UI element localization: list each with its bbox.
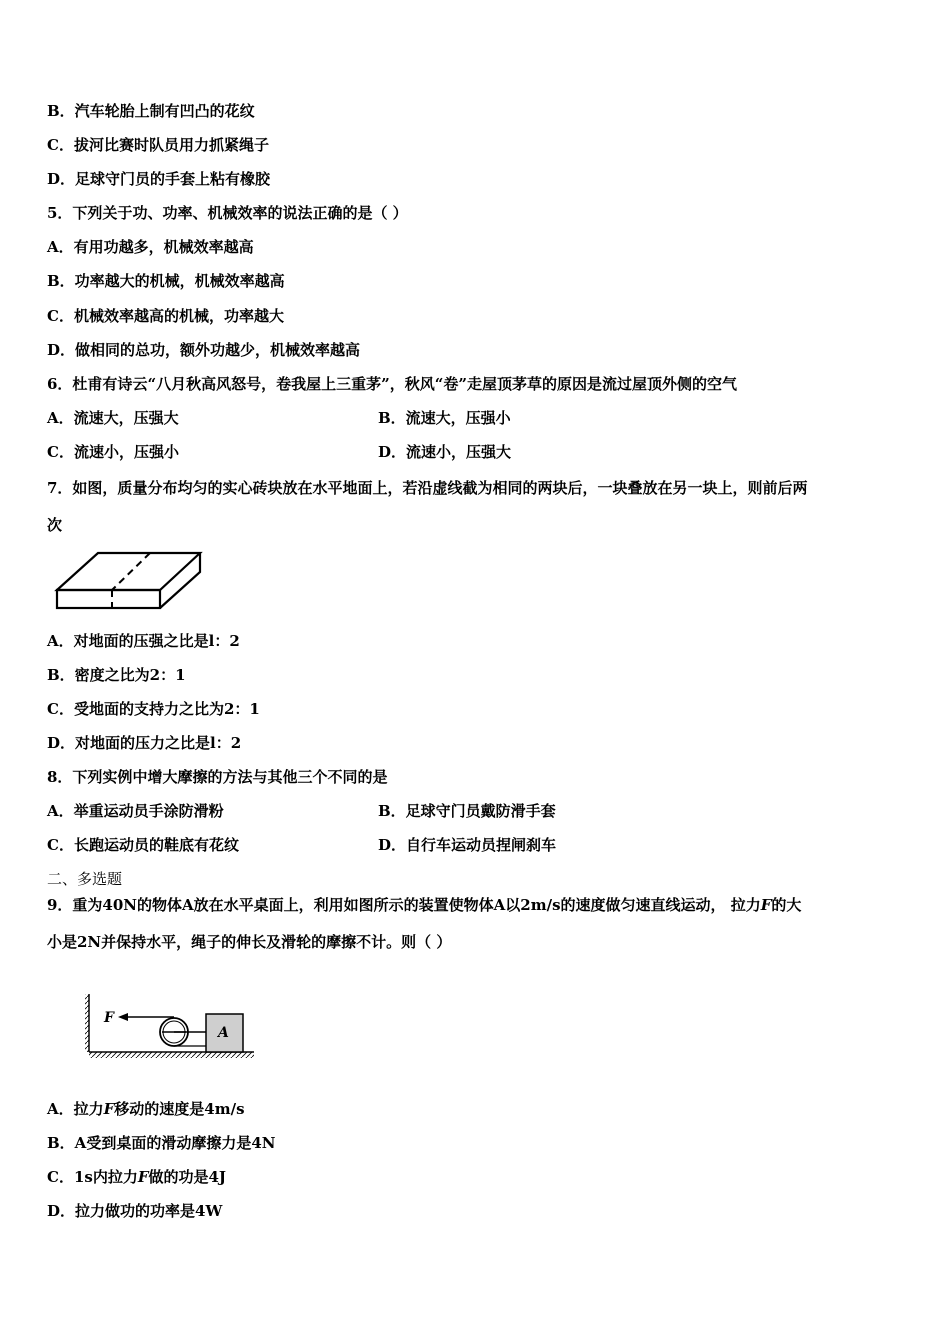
- q9-option-d: D．拉力做功的功率是4W: [47, 1202, 223, 1220]
- q6-option-b: B．流速大，压强小: [378, 409, 511, 427]
- q6-stem: 6．杜甫有诗云“八月秋高风怒号，卷我屋上三重茅”，秋风“卷”走屋顶茅草的原因是流过屋顶外侧的空气: [47, 375, 737, 393]
- section-title-multi-choice: 二、多选题: [47, 870, 123, 888]
- q7-stem-line2: 次: [47, 516, 63, 534]
- q7-option-d: D．对地面的压力之比是l：2: [47, 734, 242, 752]
- q7-option-b: B．密度之比为2：1: [47, 666, 186, 684]
- q9-option-a: [47, 1099, 245, 1119]
- q9-option-a-force: F: [103, 1100, 115, 1118]
- q8-stem: 8．下列实例中增大摩擦的方法与其他三个不同的是: [47, 768, 388, 786]
- q9-stem-force-symbol: F: [760, 896, 772, 914]
- q5-option-a: A．有用功越多，机械效率越高: [47, 238, 254, 256]
- q7-option-a: A．对地面的压强之比是l：2: [47, 632, 240, 650]
- q9-stem-line1: [47, 895, 801, 915]
- pulley-label-f: F: [104, 1010, 114, 1026]
- q9-option-c-force: F: [137, 1168, 149, 1186]
- q9-option-a-pre: A．拉力: [47, 1100, 104, 1118]
- q9-option-a-post: 移动的速度是4m/s: [114, 1100, 245, 1118]
- pulley-figure: [82, 992, 257, 1062]
- q9-stem-part-a: 9．重为40N的物体A放在水平桌面上，利用如图所示的装置使物体A以2m/s的速度做匀速直线运动， 拉力: [47, 896, 761, 914]
- q8-option-a: A．举重运动员手涂防滑粉: [47, 802, 224, 820]
- q6-option-d: D．流速小，压强大: [378, 443, 512, 461]
- q9-option-c-post: 做的功是4J: [148, 1168, 227, 1186]
- pulley-label-a: A: [218, 1025, 229, 1041]
- q9-option-c-pre: C．1s内拉力: [47, 1168, 138, 1186]
- q9-stem-part-b: 的大: [771, 896, 802, 914]
- q5-option-b: B．功率越大的机械，机械效率越高: [47, 272, 285, 290]
- q5-option-d: D．做相同的总功，额外功越少，机械效率越高: [47, 341, 361, 359]
- q7-stem-line1: 7．如图，质量分布均匀的实心砖块放在水平地面上，若沿虚线截为相同的两块后，一块叠放在另一块上，则前后两: [47, 479, 808, 497]
- q6-option-c: C．流速小，压强小: [47, 443, 179, 461]
- q4-option-b: B．汽车轮胎上制有凹凸的花纹: [47, 102, 255, 120]
- q6-option-a: A．流速大，压强大: [47, 409, 179, 427]
- q8-option-d: D．自行车运动员捏闸刹车: [378, 836, 557, 854]
- q9-stem-line2: 小是2N并保持水平，绳子的伸长及滑轮的摩擦不计。则（ ）: [47, 933, 452, 951]
- q5-stem: 5．下列关于功、功率、机械效率的说法正确的是（ ）: [47, 204, 408, 222]
- q9-option-c: [47, 1167, 226, 1187]
- q9-option-b: B．A受到桌面的滑动摩擦力是4N: [47, 1134, 276, 1152]
- q8-option-b: B．足球守门员戴防滑手套: [378, 802, 556, 820]
- brick-figure: [50, 548, 204, 614]
- q4-option-d: D．足球守门员的手套上粘有橡胶: [47, 170, 271, 188]
- q7-option-c: C．受地面的支持力之比为2：1: [47, 700, 260, 718]
- q4-option-c: C．拔河比赛时队员用力抓紧绳子: [47, 136, 269, 154]
- q5-option-c: C．机械效率越高的机械，功率越大: [47, 307, 284, 325]
- q8-option-c: C．长跑运动员的鞋底有花纹: [47, 836, 239, 854]
